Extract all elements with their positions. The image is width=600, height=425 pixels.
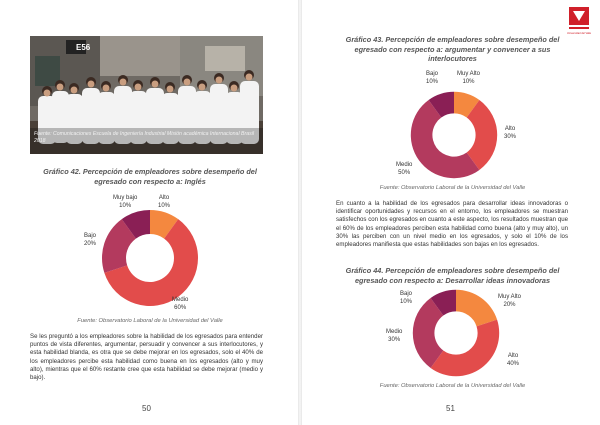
- chart42-label-alto: Alto 10%: [158, 195, 171, 209]
- chart42-title: Gráfico 42. Percepción de empleadores sobre desempeño del egresado con respecto a: Inglés: [43, 167, 257, 186]
- chart44-slice-alto: [431, 320, 500, 377]
- chart43-label-muy-alto: Muy Alto 10%: [457, 71, 481, 85]
- logo-text: Universidad del Valle: [567, 32, 591, 35]
- chart42-source: Fuente: Observatorio Laboral de la Universidad del Valle: [77, 318, 223, 324]
- chart43-label-medio: Medio 50%: [396, 162, 413, 176]
- chart43-label-alto: Alto 30%: [504, 126, 517, 140]
- chart44-label-bajo: Bajo 10%: [400, 291, 413, 305]
- chart44-label-alto: Alto 40%: [507, 353, 520, 367]
- page-number-right: 51: [446, 404, 455, 413]
- right-paragraph: En cuanto a la habilidad de los egresados para desarrollar ideas innovadoras o identificar oportunidades y recursos en el entorno, los empleadores se muestran satisfechos con los egresados en cuanto a este aspecto, los resultados muestran que el 60% de los empleadores perciben esta habilidad como buena (alto y muy alto), un 30% las perciben con un nivel medio en los egresados, y solo el 10% de los empleadores manifiesta que estas habilidades son bajas en los egresados.: [336, 200, 568, 249]
- chart43-label-bajo: Bajo 10%: [426, 71, 439, 85]
- chart43-donut: [409, 90, 499, 180]
- chart43-title: Gráfico 43. Percepción de empleadores sobre desempeño del egresado con respecto a: argumentar y convencer a sus interlocutores: [345, 35, 560, 63]
- right-page: [300, 0, 600, 425]
- left-paragraph: Se les preguntó a los empleadores sobre la habilidad de los egresados para entender puntos de vista diferentes, argumentar, persuadir y convencer a sus interlocutores, y esta habilidad blanda, es otra que se debe mejorar en los egresados, solo el 40% de los empleadores percibe esta habilidad como buena en los egresados (alto y muy alto), mientras que el 60% restante cree que esta habilidad se debe mejorar (medio y bajo).: [30, 333, 263, 382]
- page-number-left: 50: [142, 404, 151, 413]
- chart44-source: Fuente: Observatorio Laboral de la Universidad del Valle: [379, 383, 526, 389]
- photo-caption: Fuente: Comunicaciones Escuela de Ingeniería Industrial Misión académica Internacional Brasil 2018: [34, 131, 255, 144]
- photo-sign-text: E56: [76, 43, 91, 52]
- chart42-label-bajo: Bajo 20%: [84, 233, 97, 247]
- chart44-slice-muy-alto: [456, 290, 497, 327]
- chart44-label-muy-alto: Muy Alto 20%: [498, 294, 522, 308]
- chart42-label-medio: Medio 60%: [172, 297, 189, 311]
- university-logo-icon: [567, 6, 591, 36]
- chart44-donut: [411, 288, 501, 378]
- chart42-label-muy-bajo: Muy bajo 10%: [113, 195, 138, 209]
- chart42-donut: [100, 208, 200, 308]
- chart44-label-medio: Medio 30%: [386, 329, 403, 343]
- chart44-title: Gráfico 44. Percepción de empleadores sobre desempeño del egresado con respecto a: Desarrollar ideas innovadoras: [345, 266, 560, 285]
- chart43-source: Fuente: Observatorio Laboral de la Universidad del Valle: [379, 185, 526, 191]
